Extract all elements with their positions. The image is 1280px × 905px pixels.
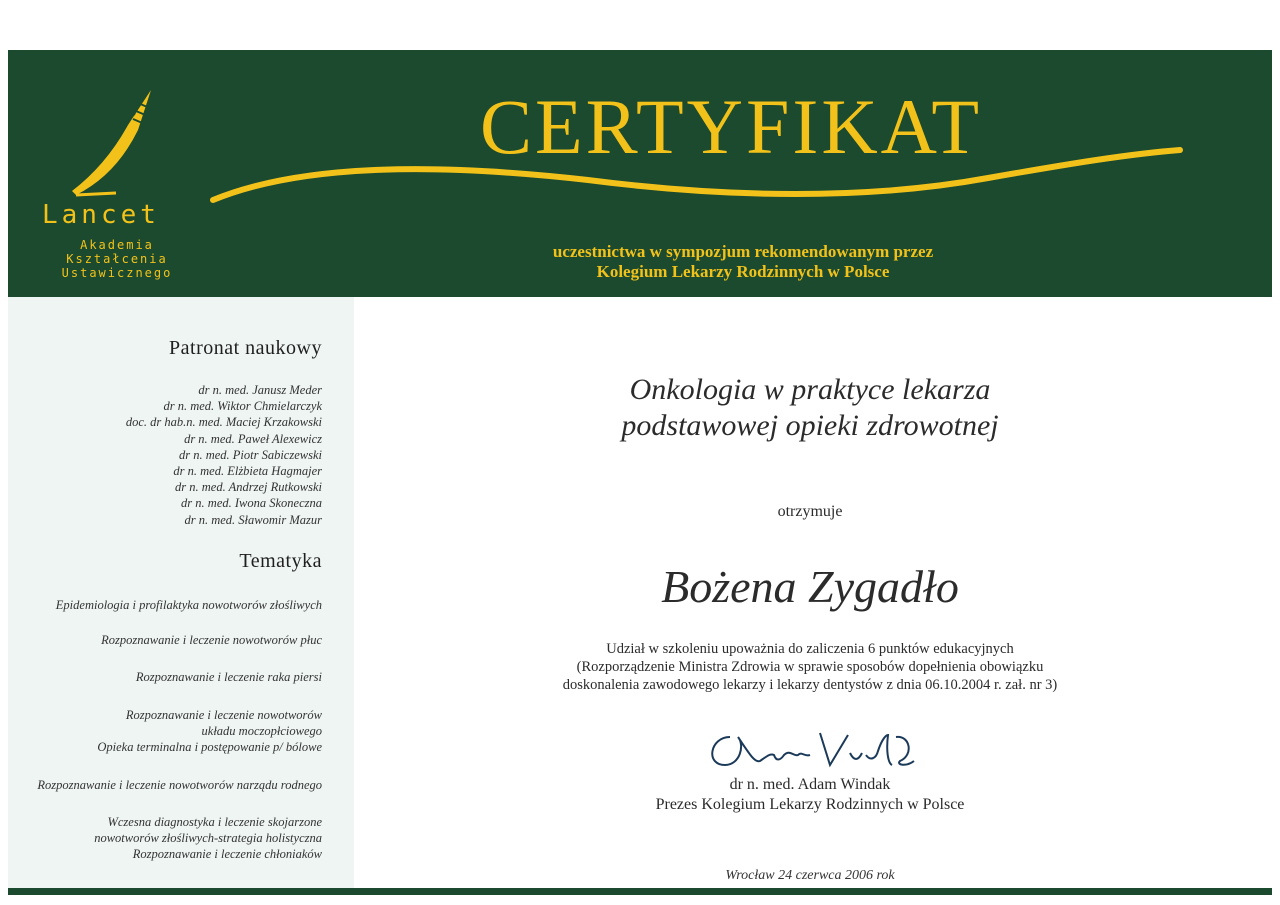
patron-name: dr n. med. Sławomir Mazur: [184, 512, 322, 527]
topics-heading: Tematyka: [239, 550, 322, 572]
topic-item: Wczesna diagnostyka i leczenie skojarzone nowotworów złośliwych-strategia holistyczna Rozpoznawanie i leczenie chłoniaków: [94, 815, 322, 861]
logo-name: Lancet: [42, 200, 160, 230]
patron-name: doc. dr hab.n. med. Maciej Krzakowski: [125, 415, 322, 430]
date-line: Wrocław 24 czerwca 2006 rok: [725, 868, 895, 883]
patron-name: dr n. med. Elżbieta Hagmajer: [173, 464, 322, 479]
topic-item: Rozpoznawanie i leczenie raka piersi: [135, 670, 322, 684]
patron-name: dr n. med. Paweł Alexewicz: [184, 431, 322, 446]
patron-name: dr n. med. Piotr Sabiczewski: [178, 447, 322, 462]
credit-note: Udział w szkoleniu upoważnia do zaliczenia 6 punktów edukacyjnych (Rozporządzenie Ministra Zdrowia w sprawie sposobów dopełnienia obowiązku doskonalenia zawodowego lekarzy i lekarzy dentystów z dnia 06.10.2004 r. zał. nr 3): [562, 641, 1058, 693]
sidebar-panel: [8, 297, 354, 888]
patron-name: dr n. med. Iwona Skoneczna: [181, 496, 322, 511]
course-title: Onkologia w praktyce lekarza podstawowej opieki zdrowotnej: [621, 373, 999, 442]
topic-item: Rozpoznawanie i leczenie nowotworów układu moczopłciowego Opieka terminalna i postępowanie p/ bólowe: [97, 708, 322, 754]
bottom-bar: [8, 888, 1272, 895]
header-subtitle: uczestnictwa w sympozjum rekomendowanym przez Kolegium Lekarzy Rodzinnych w Polsce: [552, 242, 934, 281]
patronage-list: [126, 382, 322, 528]
signer-block: dr n. med. Adam Windak Prezes Kolegium Lekarzy Rodzinnych w Polsce: [655, 776, 965, 813]
certificate-header: [8, 50, 1272, 297]
patron-name: dr n. med. Janusz Meder: [198, 383, 322, 397]
patron-name: dr n. med. Andrzej Rutkowski: [175, 480, 322, 495]
topic-item: Rozpoznawanie i leczenie nowotworów płuc: [101, 633, 322, 647]
topics-list: [2, 597, 322, 862]
topic-item: Rozpoznawanie i leczenie nowotworów narządu rodnego: [37, 778, 322, 792]
certificate-title: CERTYFIKAT: [480, 83, 982, 170]
recipient-name: Bożena Zygadło: [661, 561, 959, 612]
handwritten-signature: [700, 725, 930, 775]
receives-label: otrzymuje: [777, 503, 843, 520]
topic-item: Epidemiologia i profilaktyka nowotworów złośliwych: [55, 598, 322, 612]
patronage-heading: Patronat naukowy: [169, 337, 322, 359]
logo-subtitle: Akademia Kształcenia Ustawicznego: [61, 238, 173, 280]
patron-name: dr n. med. Wiktor Chmielarczyk: [163, 399, 322, 414]
